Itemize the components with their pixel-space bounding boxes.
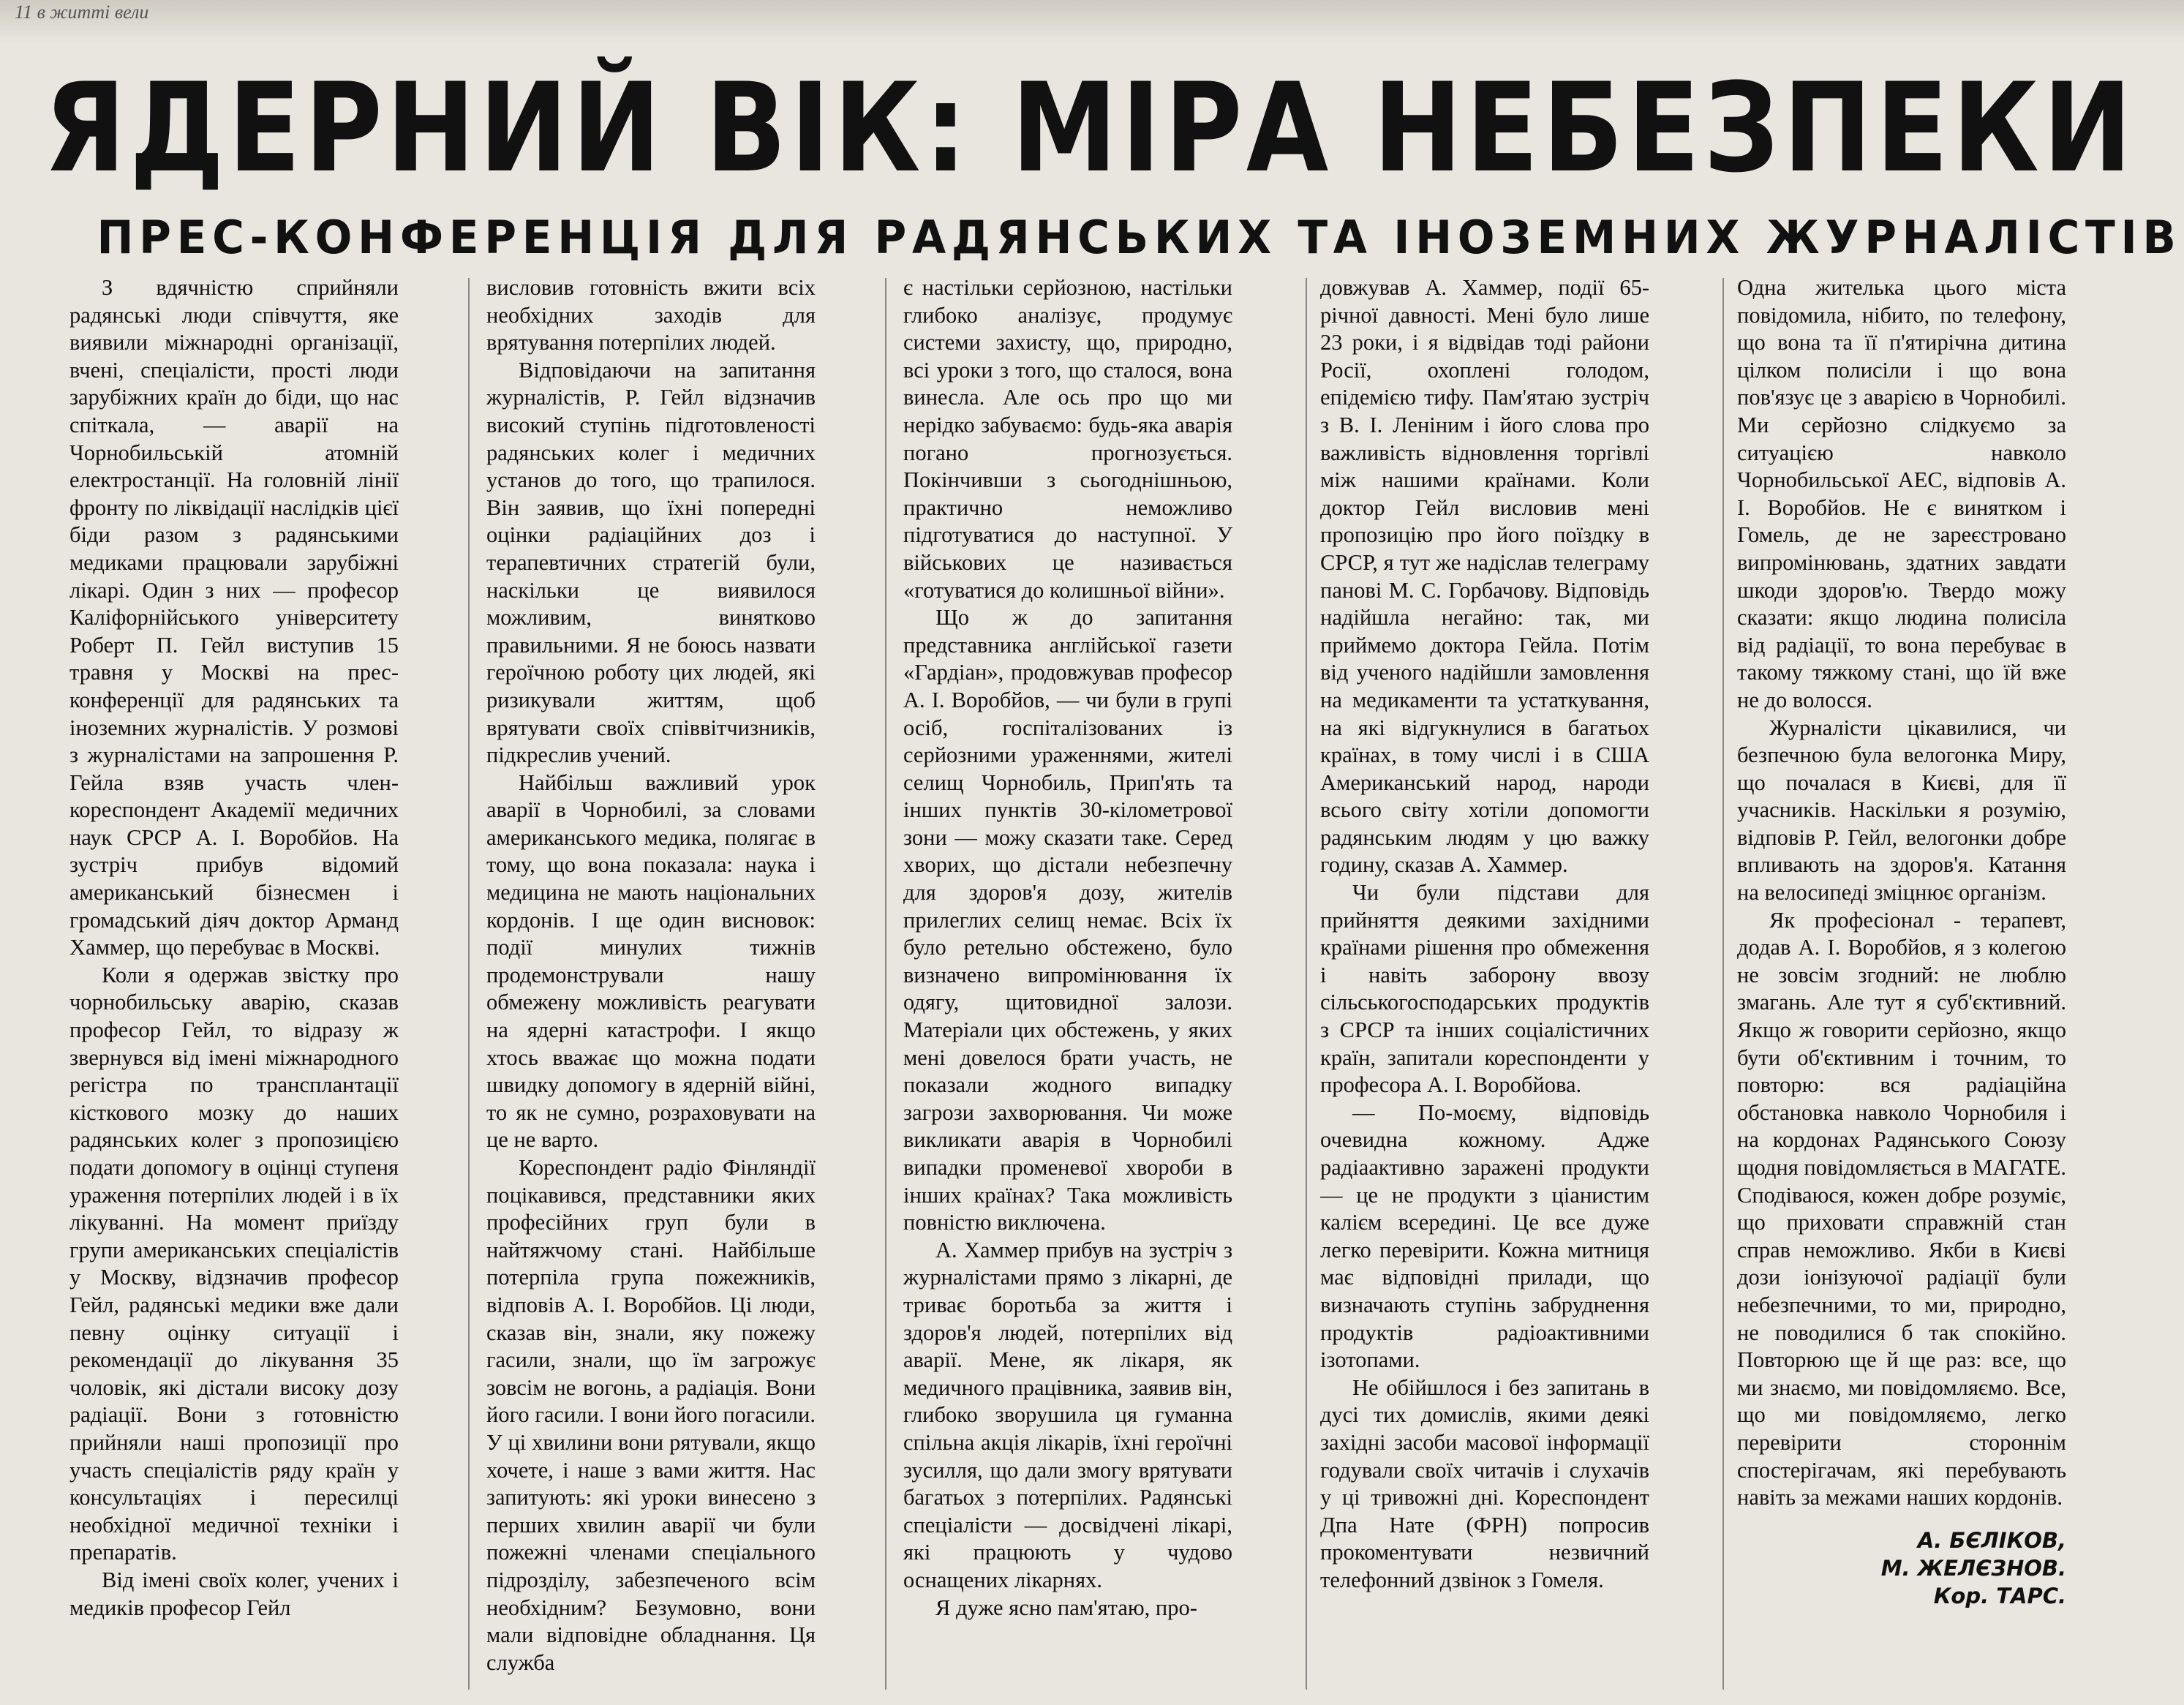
article-column-3 [903, 274, 1232, 1693]
subheadline: ПРЕС-КОНФЕРЕНЦІЯ ДЛЯ РАДЯНСЬКИХ ТА ІНОЗЕМНИХ ЖУРНАЛІСТІВ [97, 211, 2182, 264]
signature-line: А. БЄЛІКОВ, [1917, 1527, 2066, 1553]
article-column-2 [486, 274, 816, 1693]
article-body [69, 274, 2139, 1693]
header-fragment: 11 в житті вели [15, 1, 149, 23]
signature-line: М. ЖЕЛЄЗНОВ. [1880, 1555, 2066, 1581]
signature [1737, 1527, 2066, 1610]
paragraph: Одна жителька цього міста повідомила, нібито, по телефону, що вона та її п'ятирічна дитина цілком полисіли і що вона пов'язує це з аварією в Чорнобилі. Ми серйозно слідкуємо за ситуацією навколо Чорнобильської АЕС, відповів А. І. Воробйов. Не є винятком і Гомель, де не зареєстровано випромінювань, здатних завдати шкоди здоров'ю. Твердо можу сказати: якщо людина полисіла від радіації, то вона перебуває в такому тяжкому стані, що їй вже не до волосся. [1737, 275, 2066, 712]
paragraph: довжував А. Хаммер, події 65-річної давності. Мені було лише 23 роки, і я відвідав тоді райони Росії, охоплені голодом, епідемією тифу. Пам'ятаю зустріч з В. І. Леніним і його слова про важливість відновлення торгівлі між нашими країнами. Коли доктор Гейл висловив мені пропозицію про його поїздку в СРСР, я тут же надіслав телеграму панові М. С. Горбачову. Відповідь надійшла негайно: так, ми приймемо доктора Гейла. Потім від ученого надійшли замовлення на медикаменти та устаткування, на які відгукнулися в багатьох країнах, в тому числі і в США Американський народ, народи всього світу хотіли допомогти радянським людям у цю важку годину, сказав А. Хаммер. [1320, 275, 1649, 878]
article-column-5 [1737, 274, 2066, 1693]
top-clipped-strip [0, 0, 2184, 44]
paragraph: Кореспондент радіо Фінляндії поцікавився, представники яких професійних груп були в найтяжчому стані. Найбільше потерпіла група пожежників, відповів А. І. Воробйов. Ці люди, сказав він, знали, яку пожежу гасили, знали, що їм загрожує зовсім не вогонь, а радіація. Вони його гасили. І вони його погасили. У ці хвилини вони рятували, якщо хочете, і наше з вами життя. Нас запитують: які уроки винесено з перших хвилин аварії чи були пожежні членами спеціального підрозділу, забезпеченого всім необхідним? Безумовно, вони мали відповідне обладнання. Ця служба [486, 1155, 816, 1675]
paragraph: висловив готовність вжити всіх необхідних заходів для врятування потерпілих людей. [486, 275, 816, 355]
paragraph: Відповідаючи на запитання журналістів, Р. Гейл відзначив високий ступінь підготовленості радянських колег і медичних установ до того, що трапилося. Він заявив, що їхні попередні оцінки радіаційних доз і терапевтичних стратегій були, наскільки це виявилося можливим, винятково правильними. Я не боюсь назвати героїчною роботу цих людей, які ризикували життям, щоб врятувати своїх співвітчизників, підкреслив учений. [486, 357, 816, 768]
paragraph: Журналісти цікавилися, чи безпечною була велогонка Миру, що почалася в Києві, для її учасників. Наскільки я розумію, відповів Р. Гейл, велогонки добре впливають на здоров'я. Катання на велосипеді зміцнює організм. [1737, 715, 2066, 906]
paragraph: З вдячністю сприйняли радянські люди співчуття, яке виявили міжнародні організації, вчені, спеціалісти, прості люди зарубіжних країн до біди, що нас спіткала, — аварії на Чорнобильській атомній електростанції. На головній лінії фронту по ліквідації наслідків цієї біди разом з радянськими медиками працювали зарубіжні лікарі. Один з них — професор Каліфорнійського університету Роберт П. Гейл виступив 15 травня у Москві на прес-конференції для радянських та іноземних журналістів. У розмові з журналістами на запрошення Р. Гейла взяв участь член-кореспондент Академії медичних наук СРСР А. І. Воробйов. На зустріч прибув відомий американський бізнесмен і громадський діяч доктор Арманд Хаммер, що перебуває в Москві. [69, 275, 399, 960]
paragraph: Коли я одержав звістку про чорнобильську аварію, сказав професор Гейл, то відразу ж звернувся від імені міжнародного регістра по трансплантації кісткового мозку до наших радянських колег з пропозицією подати допомогу в оцінці ступеня ураження потерпілих людей і в їх лікуванні. На момент приїзду групи американських спеціалістів у Москву, відзначив професор Гейл, радянські медики вже дали певну оцінку ситуації і рекомендації до лікування 35 чоловік, які дістали високу дозу радіації. Вони з готовністю прийняли наші пропозиції про участь спеціалістів ряду країн у консультаціях і пересилці необхідної медичної техніки і препаратів. [69, 962, 399, 1565]
paragraph: Найбільш важливий урок аварії в Чорнобилі, за словами американського медика, полягає в тому, що вона показала: наука і медицина не мають національних кордонів. І ще один висновок: події минулих тижнів продемонстрували нашу обмежену можливість реагувати на ядерні катастрофи. І якщо хтось вважає що можна подати швидку допомогу в ядерній війні, то як не сумно, розраховувати на це не варто. [486, 769, 816, 1153]
paragraph: Що ж до запитання представника англійської газети «Гардіан», продовжував професор А. І. Воробйов, — чи були в групі осіб, госпіталізованих із серйозними ураженнями, жителі селищ Чорнобиль, Прип'ять та інших пунктів 30-кілометрової зони — можу сказати таке. Серед хворих, що дістали небезпечну для здоров'я дозу, жителів прилеглих селищ немає. Всіх їх було ретельно обстежено, було визначено випромінювання їх одягу, щитовидної залози. Матеріали цих обстежень, у яких мені довелося брати участь, не показали жодного випадку загрози захворювання. Чи може викликати аварія в Чорнобилі випадки променевої хвороби в інших країнах? Така можливість повністю виключена. [903, 605, 1232, 1235]
paragraph: Я дуже ясно пам'ятаю, про- [935, 1595, 1197, 1620]
signature-line: Кор. ТАРС. [1933, 1583, 2066, 1608]
article-column-4 [1320, 274, 1649, 1693]
paragraph: — По-моєму, відповідь очевидна кожному. Адже радіаактивно заражені продукти — це не продукти з ціанистим калієм всередині. Це все дуже легко перевірити. Кожна митниця має відповідні прилади, що визначають ступінь забруднення продуктів радіоактивними ізотопами. [1320, 1099, 1649, 1373]
paragraph: Від імені своїх колег, учених і медиків професор Гейл [69, 1567, 399, 1620]
paragraph: Як професіонал - терапевт, додав А. І. Воробйов, я з колегою не зовсім згодний: не люблю змагань. Але тут я суб'єктивний. Якщо ж говорити серйозно, якщо бути об'єктивним і точним, то повторю: вся радіаційна обстановка навколо Чорнобиля і на кордонах Радянського Союзу щодня повідомляється в МАГАТЕ. Сподіваюся, кожен добре розуміє, що приховати справжній стан справ неможливо. Якби в Києві дози іонізуючої радіації були небезпечними, то ми, природно, не поводилися б так спокійно. Повторюю ще й ще раз: все, що ми знаємо, ми повідомляємо. Все, що ми повідомляємо, легко перевірити стороннім спостерігачам, які перебувають навіть за межами наших кордонів. [1737, 907, 2066, 1510]
paragraph: Чи були підстави для прийняття деякими західними країнами рішення про обмеження і навіть заборону ввозу сільськогосподарських продуктів з СРСР та інших соціалістичних країн, запитали кореспонденти у професора А. І. Воробйова. [1320, 880, 1649, 1098]
paragraph: А. Хаммер прибув на зустріч з журналістами прямо з лікарні, де триває боротьба за життя і здоров'я людей, потерпілих від аварії. Мене, як лікаря, як медичного працівника, заявив він, глибоко зворушила ця гуманна спільна акція лікарів, їхні героїчні зусилля, що дали змогу врятувати багатьох з потерпілих. Радянські спеціалісти — досвідчені лікарі, які працюють у чудово оснащених лікарнях. [903, 1237, 1232, 1592]
paragraph: є настільки серйозною, настільки глибоко аналізує, продумує системи захисту, що, природно, всі уроки з того, що сталося, вона винесла. Але ось про що ми нерідко забуваємо: будь-яка аварія погано прогнозується. Покінчивши з сьогоднішньою, практично неможливо підготуватися до наступної. У військових це називається «готуватися до колишньої війни». [903, 275, 1232, 603]
article-column-1 [69, 274, 399, 1693]
paragraph: Не обійшлося і без запитань в дусі тих домислів, якими деякі західні засоби масової інформації годували своїх читачів і слухачів у ці тривожні дні. Кореспондент Дпа Нате (ФРН) попросив прокоментувати незвичний телефонний дзвінок з Гомеля. [1320, 1374, 1649, 1592]
headline: ЯДЕРНИЙ ВІК: МІРА НЕБЕЗПЕКИ [44, 56, 2136, 200]
